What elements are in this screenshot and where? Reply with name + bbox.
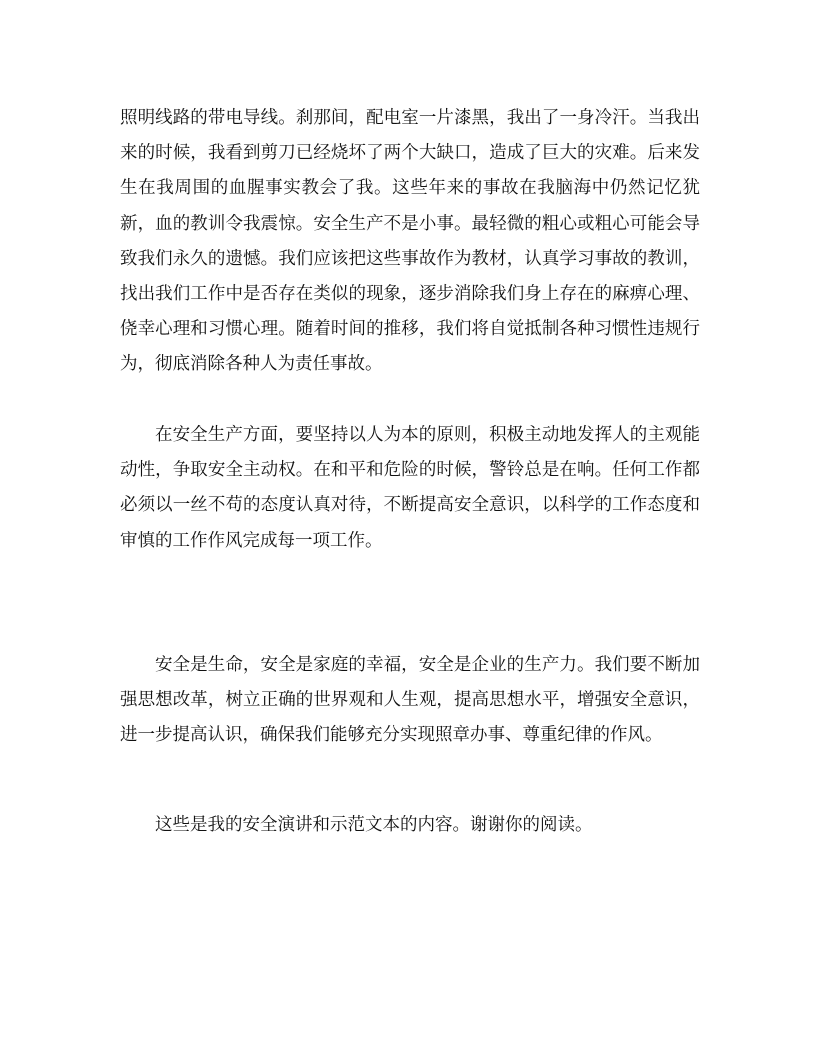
closing-paragraph [120,808,700,843]
body-paragraph [120,418,700,559]
paragraph-text: 安全是生命，安全是家庭的幸福，安全是企业的生产力。我们要不断加强思想改革，树立正确的世界观和人生观，提高思想水平，增强安全意识，进一步提高认识，确保我们能够充分实现照章办事、尊重纪律的作风。 [120,655,700,746]
body-paragraph-continued [120,101,700,383]
paragraph-text: 这些是我的安全演讲和示范文本的内容。谢谢你的阅读。 [155,815,593,835]
paragraph-text: 在安全生产方面，要坚持以人为本的原则，积极主动地发挥人的主观能动性，争取安全主动权。在和平和危险的时候，警铃总是在响。任何工作都必须以一丝不苟的态度认真对待，不断提高安全意识，以科学的工作态度和审慎的工作作风完成每一项工作。 [120,425,700,551]
body-paragraph [120,648,700,754]
paragraph-text: 照明线路的带电导线。刹那间，配电室一片漆黑，我出了一身冷汗。当我出来的时候，我看到剪刀已经烧坏了两个大缺口，造成了巨大的灾难。后来发生在我周围的血腥事实教会了我。这些年来的事故在我脑海中仍然记忆犹新，血的教训令我震惊。安全生产不是小事。最轻微的粗心或粗心可能会导致我们永久的遗憾。我们应该把这些事故作为教材，认真学习事故的教训，找出我们工作中是否存在类似的现象，逐步消除我们身上存在的麻痹心理、侥幸心理和习惯心理。随着时间的推移，我们将自觉抵制各种习惯性违规行为，彻底消除各种人为责任事故。 [120,108,700,375]
